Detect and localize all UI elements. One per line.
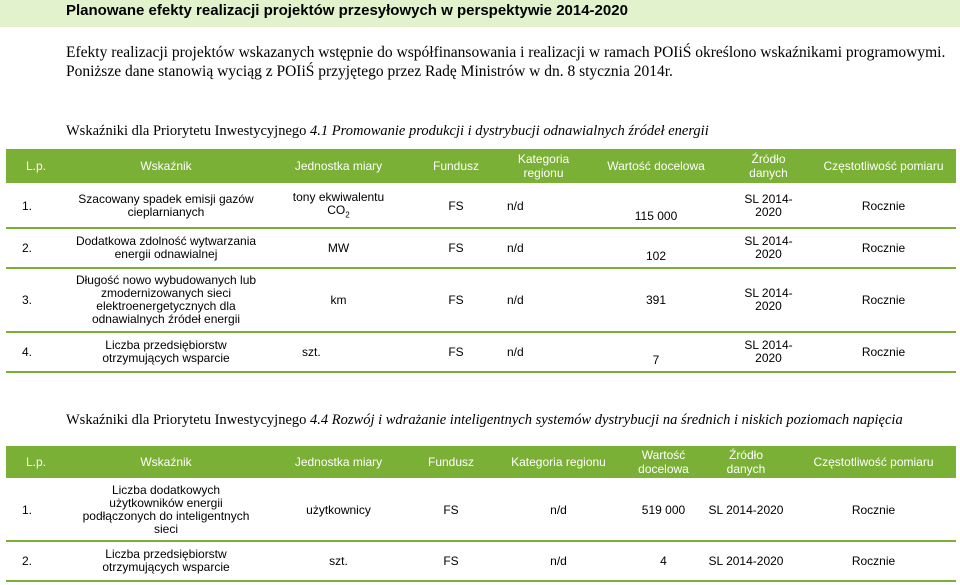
cell-fund: FS xyxy=(411,269,501,333)
header-fund: Fundusz xyxy=(411,446,491,480)
table-row xyxy=(6,185,956,229)
cell-source: SL 2014-2020 xyxy=(701,542,791,582)
header-unit: Jednostka miary xyxy=(266,446,411,480)
cell-fund: FS xyxy=(411,542,491,582)
section-2-heading-italic: 4.4 Rozwój i wdrażanie inteligentnych systemów dystrybucji na średnich i niskich poziomach napięcia xyxy=(310,412,903,428)
unit-line-2: CO xyxy=(327,202,346,217)
indicator-table-4-4 xyxy=(6,446,956,582)
indicator-line: podłączonych do inteligentnych xyxy=(82,509,250,523)
header-source xyxy=(726,149,811,185)
header-indicator: Wskaźnik xyxy=(66,446,266,480)
source-line-1: SL 2014- xyxy=(744,192,793,206)
indicator-line: sieci xyxy=(153,522,178,536)
cell-frequency: Rocznie xyxy=(811,269,956,333)
header-source-line-2: danych xyxy=(749,166,788,180)
cell-unit xyxy=(266,185,411,229)
cell-source: SL 2014-2020 xyxy=(701,480,791,542)
cell-indicator xyxy=(66,269,266,333)
header-region-line-2: regionu xyxy=(523,166,564,180)
cell-target: 391 xyxy=(586,269,726,333)
table-row xyxy=(6,269,956,333)
cell-fund: FS xyxy=(411,333,501,373)
source-line-2: 2020 xyxy=(755,247,782,261)
header-indicator: Wskaźnik xyxy=(66,149,266,185)
section-2-heading xyxy=(66,411,903,429)
indicator-line: Szacowany spadek emisji gazów xyxy=(78,192,254,206)
source-line-1: SL 2014- xyxy=(744,338,793,352)
cell-region: n/d xyxy=(501,185,586,229)
section-1-heading-italic: 4.1 Promowanie produkcji i dystrybucji odnawialnych źródeł energii xyxy=(310,123,709,139)
indicator-line: Długość nowo wybudowanych lub xyxy=(75,273,257,287)
source-line-2: 2020 xyxy=(755,205,782,219)
indicator-table-4-1 xyxy=(6,149,956,373)
cell-unit: użytkownicy xyxy=(266,480,411,542)
cell-indicator xyxy=(66,333,266,373)
indicator-line: cieplarnianych xyxy=(127,205,205,219)
cell-frequency: Rocznie xyxy=(811,185,956,229)
source-line-1: SL 2014- xyxy=(744,234,793,248)
header-region-line-1: Kategoria xyxy=(517,152,570,166)
cell-fund: FS xyxy=(411,185,501,229)
cell-lp: 2. xyxy=(6,229,66,269)
cell-indicator xyxy=(66,480,266,542)
section-2-heading-prefix: Wskaźniki dla Priorytetu Inwestycyjnego xyxy=(66,412,311,428)
header-source-line-1: Źródło xyxy=(728,448,763,462)
cell-region: n/d xyxy=(501,229,586,269)
cell-target: 4 xyxy=(626,542,701,582)
header-source-line-1: Źródło xyxy=(751,152,786,166)
section-1-heading xyxy=(66,122,709,140)
cell-frequency: Rocznie xyxy=(811,333,956,373)
cell-source xyxy=(726,333,811,373)
table-row xyxy=(6,229,956,269)
cell-fund: FS xyxy=(411,480,491,542)
cell-lp: 2. xyxy=(6,542,66,582)
indicator-line: otrzymujących wsparcie xyxy=(102,351,230,365)
cell-source xyxy=(726,229,811,269)
header-target xyxy=(626,446,701,480)
header-frequency: Częstotliwość pomiaru xyxy=(811,149,956,185)
intro-paragraph xyxy=(66,43,956,81)
cell-unit: szt. xyxy=(266,333,411,373)
indicator-line: odnawialnych źródeł energii xyxy=(91,312,241,326)
table-row xyxy=(6,480,956,542)
cell-target: 7 xyxy=(586,333,726,373)
page-title: Planowane efekty realizacji projektów przesyłowych w perspektywie 2014-2020 xyxy=(66,2,628,19)
header-source xyxy=(701,446,791,480)
source-line-2: 2020 xyxy=(755,299,782,313)
cell-region: n/d xyxy=(491,542,626,582)
cell-region: n/d xyxy=(491,480,626,542)
indicator-line: Liczba dodatkowych xyxy=(111,483,221,497)
indicator-line: Dodatkowa zdolność wytwarzania xyxy=(75,234,257,248)
header-target-line-2: docelowa xyxy=(638,462,689,476)
indicator-line: użytkowników energii xyxy=(109,496,223,510)
table-header-row xyxy=(6,149,956,185)
header-region: Kategoria regionu xyxy=(491,446,626,480)
cell-frequency: Rocznie xyxy=(811,229,956,269)
table-header-row xyxy=(6,446,956,480)
header-frequency: Częstotliwość pomiaru xyxy=(791,446,956,480)
intro-line-2: Poniższe dane stanowią wyciąg z POIiŚ przyjętego przez Radę Ministrów w dn. 8 stycznia 2014r. xyxy=(66,63,673,80)
unit-line-1: tony ekwiwalentu xyxy=(292,189,385,204)
cell-region: n/d xyxy=(501,333,586,373)
table-row xyxy=(6,333,956,373)
indicator-line: Liczba przedsiębiorstw xyxy=(105,338,227,352)
cell-lp: 4. xyxy=(6,333,66,373)
indicator-line: zmodernizowanych sieci xyxy=(100,286,232,300)
indicator-line: Liczba przedsiębiorstw xyxy=(105,547,227,561)
source-line-1: SL 2014- xyxy=(744,286,793,300)
cell-target: 115 000 xyxy=(586,185,726,229)
cell-region: n/d xyxy=(501,269,586,333)
cell-fund: FS xyxy=(411,229,501,269)
header-source-line-2: danych xyxy=(726,462,766,476)
indicator-line: energii odnawialnej xyxy=(114,247,218,261)
cell-source xyxy=(726,269,811,333)
unit-subscript: 2 xyxy=(345,210,350,220)
source-line-2: 2020 xyxy=(755,351,782,365)
section-1-heading-prefix: Wskaźniki dla Priorytetu Inwestycyjnego xyxy=(66,123,311,139)
cell-unit: szt. xyxy=(266,542,411,582)
indicator-line: otrzymujących wsparcie xyxy=(102,560,230,574)
cell-lp: 1. xyxy=(6,480,66,542)
table-row xyxy=(6,542,956,582)
cell-unit: MW xyxy=(266,229,411,269)
header-region xyxy=(501,149,586,185)
intro-line-1: Efekty realizacji projektów wskazanych wstępnie do współfinansowania i realizacji w ramach POIiŚ określono wskaźnikami programowymi. xyxy=(66,44,946,61)
cell-source xyxy=(726,185,811,229)
cell-frequency: Rocznie xyxy=(791,542,956,582)
indicator-line: elektroenergetycznych dla xyxy=(96,299,236,313)
cell-indicator xyxy=(66,542,266,582)
header-lp: L.p. xyxy=(6,149,66,185)
cell-unit: km xyxy=(266,269,411,333)
header-target-line-1: Wartość xyxy=(641,448,686,462)
cell-frequency: Rocznie xyxy=(791,480,956,542)
header-target: Wartość docelowa xyxy=(586,149,726,185)
cell-target: 102 xyxy=(586,229,726,269)
header-unit: Jednostka miary xyxy=(266,149,411,185)
cell-target: 519 000 xyxy=(626,480,701,542)
cell-indicator xyxy=(66,185,266,229)
cell-indicator xyxy=(66,229,266,269)
cell-lp: 3. xyxy=(6,269,66,333)
header-fund: Fundusz xyxy=(411,149,501,185)
header-lp: L.p. xyxy=(6,446,66,480)
cell-lp: 1. xyxy=(6,185,66,229)
